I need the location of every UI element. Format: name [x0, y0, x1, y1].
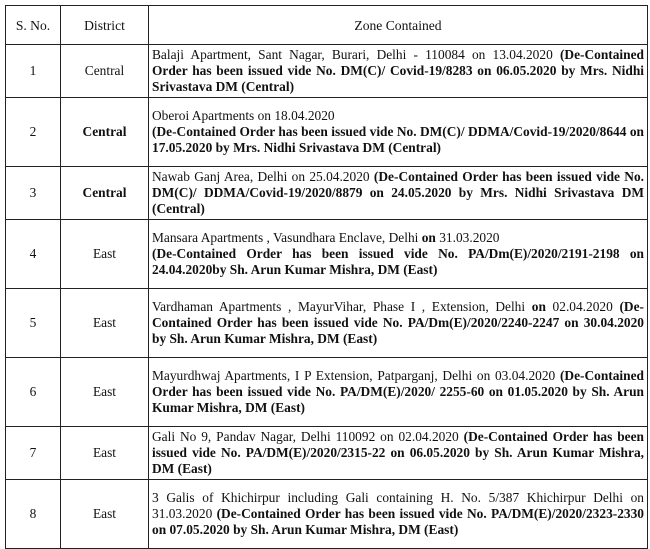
- row-district: Central: [61, 45, 149, 98]
- decontained-order: (De-Contained Order has been issued vide No. DM(C)/ DDMA/Covid-19/2020/8644 on 17.05.2020 by Mrs. Nidhi Srivastava DM (Central): [152, 124, 644, 155]
- row-sno: 1: [6, 45, 61, 98]
- table-row: [6, 427, 648, 480]
- row-district: East: [61, 358, 149, 427]
- zone-place: Mayurdhwaj Apartments, I P Extension, Patparganj, Delhi on 03.04.2020: [152, 368, 560, 383]
- row-district: Central: [61, 167, 149, 220]
- zone-on-word: on: [531, 299, 546, 314]
- row-sno: 2: [6, 98, 61, 167]
- table-row: [6, 480, 648, 549]
- table-row: [6, 289, 648, 358]
- table-header-row: [6, 6, 648, 45]
- decontained-order: (De-Contained Order has been issued vide No. PA/Dm(E)/2020/2191-2198 on 24.04.2020by Sh. Arun Kumar Mishra, DM (East): [152, 246, 644, 277]
- zone-place: Nawab Ganj Area, Delhi on 25.04.2020: [152, 169, 374, 184]
- row-zone-contained: [149, 167, 648, 220]
- row-district: East: [61, 427, 149, 480]
- decontained-order: (De-Contained Order has been issued vide No. PA/DM(E)/2020/2315-22 on 06.05.2020 by Sh. Arun Kumar Mishra, DM (East): [152, 429, 645, 476]
- row-sno: 5: [6, 289, 61, 358]
- zone-place: Vardhaman Apartments , MayurVihar, Phase I , Extension, Delhi: [152, 299, 532, 314]
- row-sno: 4: [6, 220, 61, 289]
- zone-date: 31.03.2020: [435, 230, 500, 245]
- table-row: [6, 220, 648, 289]
- row-zone-contained: [149, 289, 648, 358]
- header-zone-contained: Zone Contained: [149, 6, 648, 45]
- decontained-order: (De-Contained Order has been issued vide No. PA/Dm(E)/2020/2240-2247 on 30.04.2020 by Sh. Arun Kumar Mishra, DM (East): [152, 299, 644, 346]
- decontained-order: (De-Contained Order has been issued vide No. DM(C)/ DDMA/Covid-19/2020/8879 on 24.05.2020 by Mrs. Nidhi Srivastava DM (Central): [152, 169, 645, 216]
- zone-place: Oberoi Apartments on 18.04.2020: [152, 108, 335, 123]
- row-sno: 7: [6, 427, 61, 480]
- row-zone-contained: [149, 220, 648, 289]
- zone-on-word: on: [421, 230, 436, 245]
- row-zone-contained: [149, 45, 648, 98]
- header-sno: S. No.: [6, 6, 61, 45]
- zone-place: Mansara Apartments , Vasundhara Enclave, Delhi: [152, 230, 422, 245]
- row-zone-contained: [149, 427, 648, 480]
- row-zone-contained: [149, 98, 648, 167]
- zone-place: 3 Galis of Khichirpur including Gali containing H. No. 5/387 Khichirpur Delhi on 31.03.2020: [152, 490, 644, 521]
- table-row: [6, 358, 648, 427]
- table-row: [6, 98, 648, 167]
- zone-place: Balaji Apartment, Sant Nagar, Burari, Delhi - 110084 on 13.04.2020: [152, 47, 560, 62]
- row-sno: 8: [6, 480, 61, 549]
- zone-place: Gali No 9, Pandav Nagar, Delhi 110092 on 02.04.2020: [152, 429, 464, 444]
- table-row: [6, 167, 648, 220]
- row-district: East: [61, 289, 149, 358]
- containment-zones-table: [5, 5, 648, 549]
- decontained-order: (De-Contained Order has been issued vide No. DM(C)/ Covid-19/8283 on 06.05.2020 by Mrs. Nidhi Srivastava DM (Central): [152, 47, 644, 94]
- row-district: East: [61, 480, 149, 549]
- decontained-order: (De-Contained Order has been issued vide No. PA/DM(E)/2020/2323-2330 on 07.05.2020 by Sh. Arun Kumar Mishra, DM (East): [152, 506, 644, 537]
- row-district: Central: [61, 98, 149, 167]
- table-row: [6, 45, 648, 98]
- row-district: East: [61, 220, 149, 289]
- row-zone-contained: [149, 358, 648, 427]
- decontained-order: (De-Contained Order has been issued vide No. PA/DM(E)/2020/ 2255-60 on 01.05.2020 by Sh. Arun Kumar Mishra, DM (East): [152, 368, 644, 415]
- row-sno: 3: [6, 167, 61, 220]
- row-zone-contained: [149, 480, 648, 549]
- header-district: District: [61, 6, 149, 45]
- row-sno: 6: [6, 358, 61, 427]
- zone-date: 02.04.2020: [545, 299, 620, 314]
